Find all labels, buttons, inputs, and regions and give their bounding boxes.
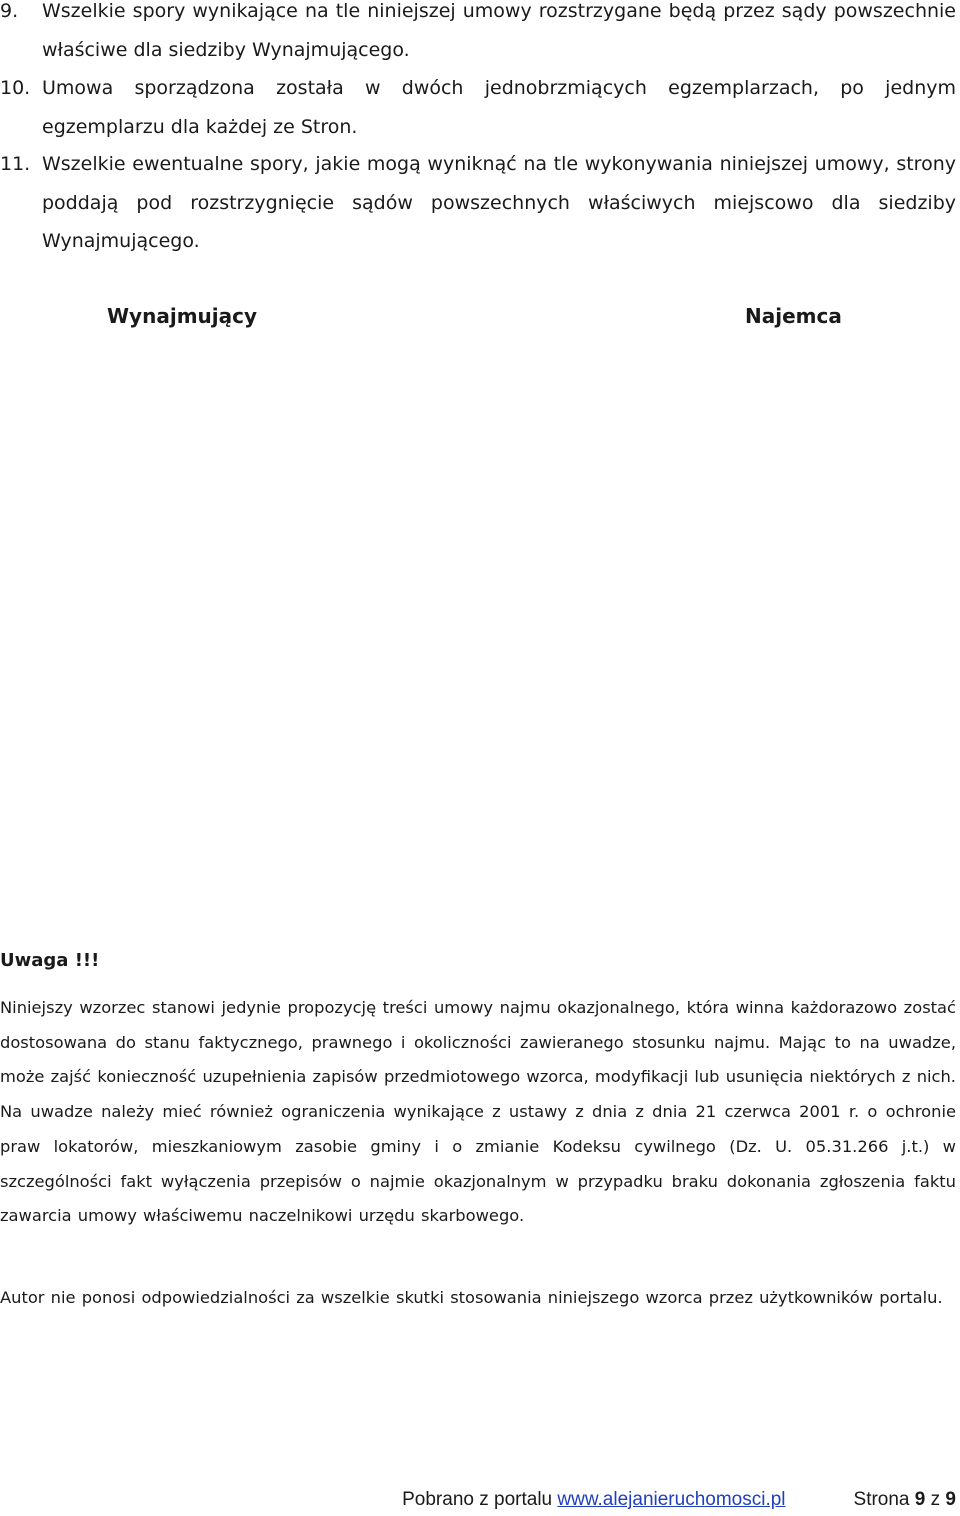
note-title: Uwaga !!! — [0, 950, 100, 971]
note-paragraph-text: Niniejszy wzorzec stanowi jedynie propozycję treści umowy najmu okazjonalnego, która winna każdorazowo zostać dostosowana do stanu faktycznego, prawnego i okoliczności zawieranego stosunku najmu. Mając to na uwadze, może zajść konieczność uzupełnienia zapisów przedmiotowego wzorca, modyfikacji lub usunięcia niektórych z nich. Na uwadze należy mieć również ograniczenia wynikające z ustawy z dnia z dnia 21 czerwca 2001 r. o ochronie praw lokatorów, mieszkaniowym zasobie gminy i o zmianie Kodeksu cywilnego (Dz. U. 05.31.266 j.t.) w szczególności fakt wyłączenia przepisów o najmie okazjonalnym w przypadku braku dokonania zgłoszenia faktu zawarcia umowy właściwemu naczelnikowi urzędu skarbowego. — [0, 998, 956, 1226]
clause-number: 10. — [0, 77, 31, 99]
signature-tenant-label: Najemca — [745, 304, 842, 328]
disclaimer-paragraph — [0, 1281, 956, 1316]
portal-link[interactable]: www.alejanieruchomosci.pl — [557, 1489, 786, 1510]
clause-9 — [0, 0, 956, 69]
page-label: Strona — [853, 1489, 910, 1510]
clause-11 — [0, 145, 956, 261]
clause-text: Wszelkie spory wynikające na tle niniejszej umowy rozstrzygane będą przez sądy powszechnie właściwe dla siedziby Wynajmującego. — [42, 0, 956, 61]
clause-number: 9. — [0, 0, 19, 22]
note-paragraph — [0, 991, 956, 1234]
clause-text: Umowa sporządzona została w dwóch jednobrzmiących egzemplarzach, po jednym egzemplarzu dla każdej ze Stron. — [42, 77, 956, 138]
signature-landlord-label: Wynajmujący — [107, 304, 258, 328]
clause-number: 11. — [0, 153, 31, 175]
page-total: 9 — [945, 1489, 956, 1510]
clause-10 — [0, 69, 956, 146]
page-current: 9 — [914, 1489, 926, 1510]
footer-prefix: Pobrano z portalu — [402, 1489, 553, 1510]
disclaimer-text: Autor nie ponosi odpowiedzialności za wszelkie skutki stosowania niniejszego wzorca przez użytkowników portalu. — [0, 1288, 943, 1307]
page-separator: z — [930, 1489, 941, 1510]
page-footer — [402, 1484, 956, 1516]
clause-text: Wszelkie ewentualne spory, jakie mogą wyniknąć na tle wykonywania niniejszej umowy, strony poddają pod rozstrzygnięcie sądów powszechnych właściwych miejscowo dla siedziby Wynajmującego. — [42, 153, 956, 252]
